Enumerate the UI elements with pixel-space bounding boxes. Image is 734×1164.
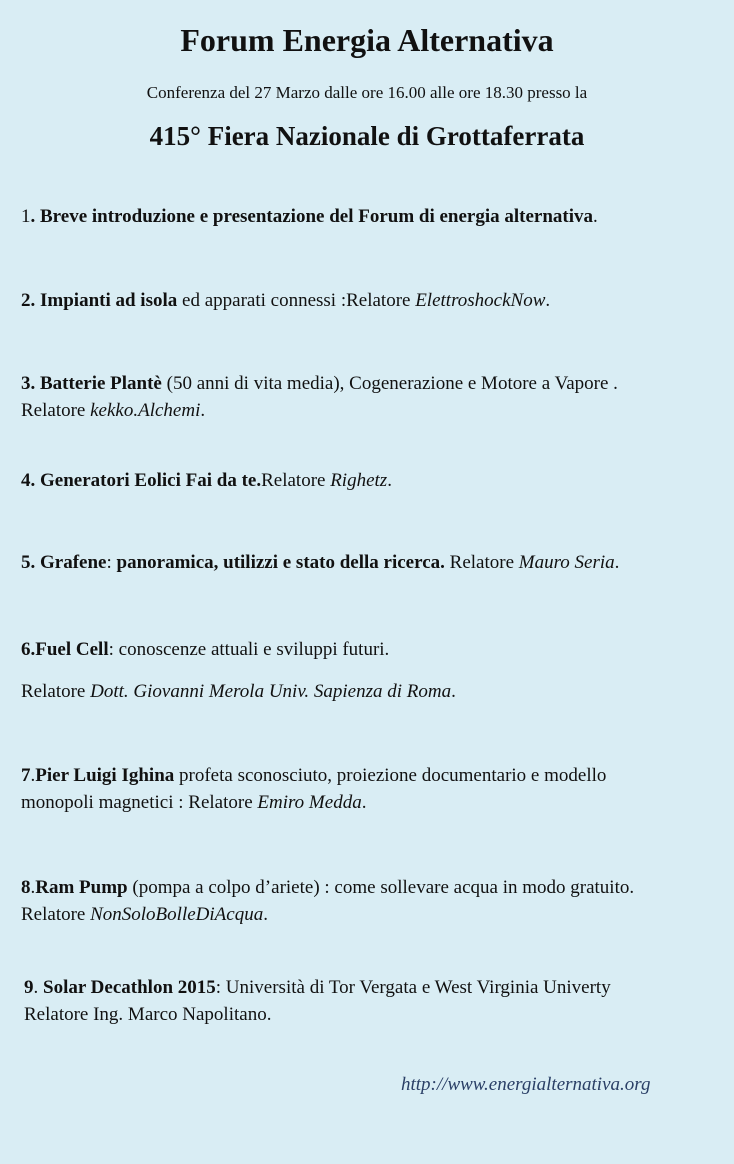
item-number: 5. Grafene — [21, 552, 107, 573]
item-text: ed apparati connessi :Relatore — [177, 290, 416, 311]
item-title: panoramica, utilizzi e stato della ricerca. — [116, 552, 445, 573]
item-text: : conoscenze attuali e sviluppi futuri. — [108, 639, 390, 660]
agenda-item-4 — [21, 467, 392, 494]
agenda-item-7 — [21, 762, 606, 816]
item-speaker: Dott. Giovanni Merola Univ. Sapienza di Roma — [90, 681, 452, 702]
item-end: . — [614, 552, 620, 573]
item-speaker: Righetz — [330, 470, 388, 491]
item-title: 6.Fuel Cell — [21, 639, 109, 660]
item-number: 8 — [21, 877, 31, 898]
agenda-item-9 — [24, 974, 611, 1028]
agenda-item-2 — [21, 287, 550, 314]
item-title: Pier Luigi Ighina — [35, 765, 175, 786]
website-link[interactable]: http://www.energialternativa.org — [401, 1074, 651, 1095]
item-title: 4. Generatori Eolici Fai da te. — [21, 470, 262, 491]
item-title: . Breve introduzione e presentazione del Forum di energia alternativa — [30, 206, 594, 227]
item-text-line2: Relatore — [21, 400, 91, 421]
item-text: (50 anni di vita media), Cogenerazione e Motore a Vapore . — [161, 373, 618, 394]
item-sep: . — [30, 765, 36, 786]
item-title: 2. Impianti ad isola — [21, 290, 178, 311]
item-title: Solar Decathlon 2015 — [43, 977, 216, 998]
agenda-item-8 — [21, 874, 634, 928]
item-sep: . — [30, 877, 36, 898]
item-end: . — [593, 206, 598, 227]
item-text: Relatore — [444, 552, 519, 573]
item-number: 9 — [24, 977, 34, 998]
item-number: 1 — [21, 206, 31, 227]
item-speaker: NonSoloBolleDiAcqua — [90, 904, 264, 925]
item-text-line2: monopoli magnetici : Relatore — [21, 792, 258, 813]
item-end: . — [387, 470, 392, 491]
page-title: Forum Energia Alternativa — [180, 22, 554, 58]
agenda-item-5 — [21, 549, 619, 576]
item-speaker: Mauro Seria — [518, 552, 615, 573]
item-text: profeta sconosciuto, proiezione documentario e modello — [174, 765, 607, 786]
item-speaker: kekko.Alchemi — [90, 400, 201, 421]
item-end: . — [545, 290, 551, 311]
item-title: Ram Pump — [35, 877, 128, 898]
item-text: Relatore — [261, 470, 331, 491]
item-end: . — [263, 904, 268, 925]
fair-title: 415° Fiera Nazionale di Grottaferrata — [149, 121, 585, 151]
item-text: : Università di Tor Vergata e West Virginia Univerty — [215, 977, 611, 998]
item-end: . — [200, 400, 206, 421]
item-text-line2: Relatore — [21, 681, 91, 702]
agenda-item-6-speaker-line — [21, 678, 456, 705]
item-speaker: ElettroshockNow — [415, 290, 546, 311]
item-sep: : — [106, 552, 117, 573]
item-text-line2: Relatore Ing. Marco Napolitano. — [24, 1004, 272, 1025]
item-speaker: Emiro Medda — [257, 792, 362, 813]
item-text: (pompa a colpo d’ariete) : come sollevare acqua in modo gratuito. — [127, 877, 635, 898]
item-number: 7 — [21, 765, 31, 786]
conference-subtitle: Conferenza del 27 Marzo dalle ore 16.00 alle ore 18.30 presso la — [146, 83, 588, 102]
item-end: . — [451, 681, 456, 702]
agenda-item-3 — [21, 370, 618, 424]
item-end: . — [361, 792, 367, 813]
item-text-line2: Relatore — [21, 904, 91, 925]
item-title: 3. Batterie Plantè — [21, 373, 162, 394]
agenda-item-6 — [21, 636, 389, 663]
agenda-item-1 — [21, 203, 598, 230]
item-sep: . — [33, 977, 43, 998]
